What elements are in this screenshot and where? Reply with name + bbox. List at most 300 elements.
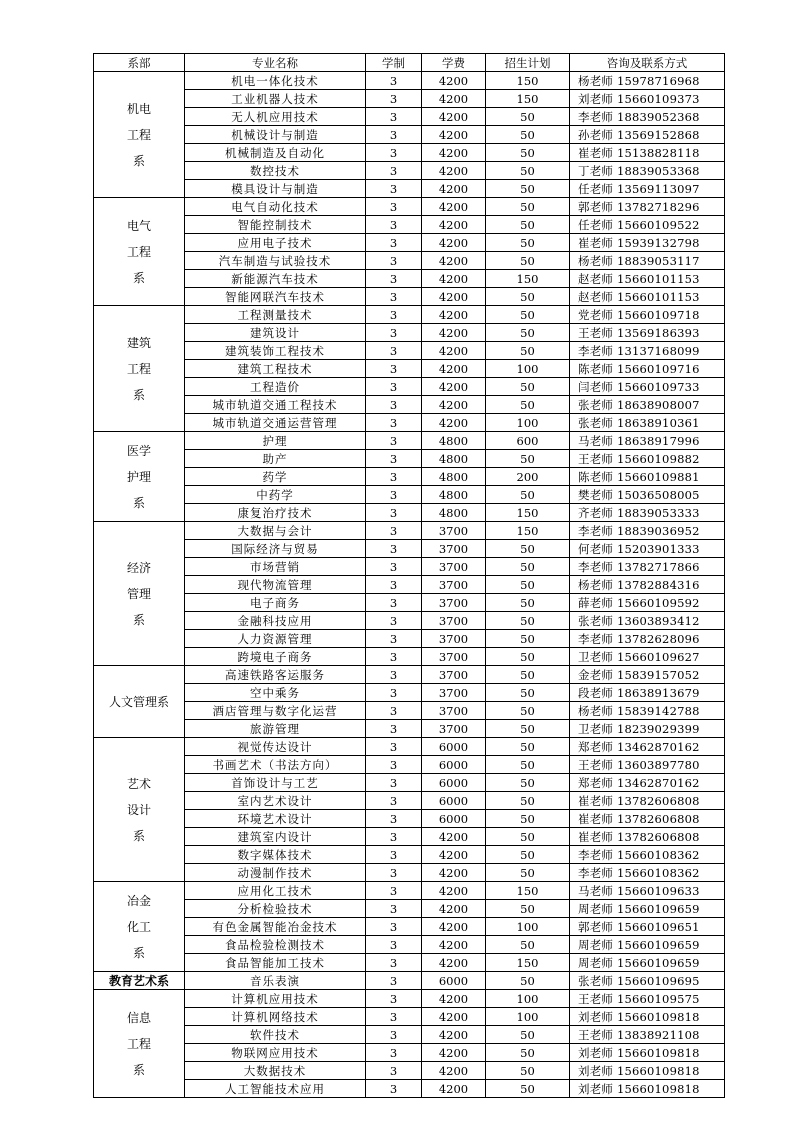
contact-cell: 任老师 15660109522 [570,216,725,234]
contact-cell: 李老师 13782717866 [570,558,725,576]
table-row [94,144,725,162]
table-row [94,594,725,612]
years-cell: 3 [366,162,422,180]
major-cell: 建筑室内设计 [185,828,366,846]
years-cell: 3 [366,1008,422,1026]
years-cell: 3 [366,810,422,828]
major-cell: 新能源汽车技术 [185,270,366,288]
contact-cell: 李老师 13137168099 [570,342,725,360]
table-row [94,522,725,540]
table-row [94,450,725,468]
table-row [94,1080,725,1098]
fee-cell: 4200 [422,954,486,972]
major-cell: 机电一体化技术 [185,72,366,90]
department-name: 建筑 [126,335,151,350]
plan-cell: 50 [486,216,570,234]
department-name: 经济 [126,560,151,575]
fee-cell: 4200 [422,252,486,270]
table-row [94,162,725,180]
table-row [94,792,725,810]
years-cell: 3 [366,846,422,864]
plan-cell: 50 [486,486,570,504]
table-row [94,414,725,432]
major-cell: 建筑设计 [185,324,366,342]
fee-cell: 3700 [422,720,486,738]
plan-cell: 50 [486,378,570,396]
contact-cell: 卫老师 18239029399 [570,720,725,738]
contact-cell: 闫老师 15660109733 [570,378,725,396]
plan-cell: 100 [486,360,570,378]
fee-cell: 4200 [422,360,486,378]
plan-cell: 50 [486,846,570,864]
department-name: 教育艺术系 [108,973,169,988]
fee-cell: 3700 [422,558,486,576]
table-row [94,972,725,990]
years-cell: 3 [366,864,422,882]
years-cell: 3 [366,612,422,630]
department-name: 系 [132,495,145,510]
major-cell: 电气自动化技术 [185,198,366,216]
table-row [94,1062,725,1080]
fee-cell: 4200 [422,1062,486,1080]
years-cell: 3 [366,900,422,918]
fee-cell: 4200 [422,414,486,432]
table-row [94,900,725,918]
years-cell: 3 [366,540,422,558]
years-cell: 3 [366,396,422,414]
contact-cell: 郭老师 13782718296 [570,198,725,216]
plan-cell: 150 [486,504,570,522]
major-cell: 国际经济与贸易 [185,540,366,558]
contact-cell: 郑老师 13462870162 [570,774,725,792]
plan-cell: 50 [486,342,570,360]
plan-cell: 50 [486,864,570,882]
fee-cell: 3700 [422,576,486,594]
major-cell: 分析检验技术 [185,900,366,918]
fee-cell: 4200 [422,90,486,108]
department-cell [94,198,185,306]
contact-cell: 杨老师 13782884316 [570,576,725,594]
department-name: 艺术 [126,776,151,791]
contact-cell: 张老师 13603893412 [570,612,725,630]
major-cell: 软件技术 [185,1026,366,1044]
major-cell: 大数据技术 [185,1062,366,1080]
plan-cell: 200 [486,468,570,486]
plan-cell: 50 [486,1062,570,1080]
contact-cell: 刘老师 15660109373 [570,90,725,108]
table-row [94,720,725,738]
years-cell: 3 [366,990,422,1008]
table-row [94,360,725,378]
department-cell [94,432,185,522]
contact-cell: 金老师 15839157052 [570,666,725,684]
fee-cell: 3700 [422,702,486,720]
major-cell: 汽车制造与试验技术 [185,252,366,270]
plan-cell: 50 [486,162,570,180]
contact-cell: 崔老师 13782606808 [570,792,725,810]
years-cell: 3 [366,432,422,450]
department-cell [94,882,185,972]
table-row [94,1044,725,1062]
plan-cell: 150 [486,270,570,288]
table-row [94,288,725,306]
contact-cell: 张老师 18638910361 [570,414,725,432]
department-name: 信息 [126,1010,151,1025]
years-cell: 3 [366,378,422,396]
contact-cell: 齐老师 18839053333 [570,504,725,522]
years-cell: 3 [366,324,422,342]
table-row [94,396,725,414]
department-name: 管理 [126,586,151,601]
table-row [94,936,725,954]
major-cell: 工程造价 [185,378,366,396]
fee-cell: 6000 [422,756,486,774]
header-row [94,54,725,72]
contact-cell: 陈老师 15660109881 [570,468,725,486]
years-cell: 3 [366,522,422,540]
plan-cell: 50 [486,630,570,648]
department-cell [94,990,185,1098]
table-row [94,648,725,666]
major-cell: 工程测量技术 [185,306,366,324]
contact-cell: 周老师 15660109659 [570,954,725,972]
department-name: 冶金 [126,893,151,908]
department-name: 护理 [126,469,151,484]
contact-cell: 李老师 15660108362 [570,846,725,864]
plan-cell: 50 [486,1026,570,1044]
years-cell: 3 [366,576,422,594]
fee-cell: 4200 [422,288,486,306]
years-cell: 3 [366,252,422,270]
table-row [94,234,725,252]
contact-cell: 陈老师 15660109716 [570,360,725,378]
major-cell: 计算机应用技术 [185,990,366,1008]
fee-cell: 4800 [422,432,486,450]
years-cell: 3 [366,306,422,324]
years-cell: 3 [366,648,422,666]
fee-cell: 4200 [422,918,486,936]
table-row [94,126,725,144]
fee-cell: 3700 [422,630,486,648]
contact-cell: 张老师 18638908007 [570,396,725,414]
major-cell: 助产 [185,450,366,468]
table-row [94,108,725,126]
major-cell: 电子商务 [185,594,366,612]
table-row [94,180,725,198]
years-cell: 3 [366,558,422,576]
plan-cell: 100 [486,414,570,432]
fee-cell: 4200 [422,216,486,234]
plan-cell: 100 [486,918,570,936]
contact-cell: 党老师 15660109718 [570,306,725,324]
fee-cell: 3700 [422,612,486,630]
table-row [94,828,725,846]
major-cell: 人工智能技术应用 [185,1080,366,1098]
table-row [94,342,725,360]
contact-cell: 丁老师 18839053368 [570,162,725,180]
years-cell: 3 [366,972,422,990]
years-cell: 3 [366,936,422,954]
years-cell: 3 [366,342,422,360]
plan-cell: 50 [486,288,570,306]
contact-cell: 李老师 18839036952 [570,522,725,540]
table-row [94,738,725,756]
years-cell: 3 [366,72,422,90]
plan-cell: 50 [486,612,570,630]
contact-cell: 樊老师 15036508005 [570,486,725,504]
years-cell: 3 [366,180,422,198]
years-cell: 3 [366,450,422,468]
table-row [94,432,725,450]
contact-cell: 段老师 18638913679 [570,684,725,702]
contact-cell: 周老师 15660109659 [570,900,725,918]
fee-cell: 4200 [422,108,486,126]
enrollment-table [93,53,725,1098]
major-cell: 应用电子技术 [185,234,366,252]
years-cell: 3 [366,756,422,774]
years-cell: 3 [366,774,422,792]
table-row [94,198,725,216]
years-cell: 3 [366,630,422,648]
major-cell: 书画艺术（书法方向） [185,756,366,774]
contact-cell: 郑老师 13462870162 [570,738,725,756]
major-cell: 建筑工程技术 [185,360,366,378]
plan-cell: 50 [486,540,570,558]
contact-cell: 李老师 18839052368 [570,108,725,126]
fee-cell: 3700 [422,666,486,684]
fee-cell: 3700 [422,540,486,558]
department-name: 工程 [126,361,151,376]
plan-cell: 150 [486,522,570,540]
plan-cell: 50 [486,234,570,252]
plan-cell: 50 [486,756,570,774]
fee-cell: 4200 [422,270,486,288]
fee-cell: 4200 [422,144,486,162]
fee-cell: 4200 [422,828,486,846]
table-row [94,630,725,648]
years-cell: 3 [366,594,422,612]
major-cell: 现代物流管理 [185,576,366,594]
contact-cell: 张老师 15660109695 [570,972,725,990]
contact-cell: 马老师 18638917996 [570,432,725,450]
contact-cell: 周老师 15660109659 [570,936,725,954]
fee-cell: 4200 [422,396,486,414]
contact-cell: 卫老师 15660109627 [570,648,725,666]
plan-cell: 150 [486,72,570,90]
fee-cell: 4200 [422,162,486,180]
table-row [94,216,725,234]
major-cell: 机械设计与制造 [185,126,366,144]
fee-cell: 4800 [422,468,486,486]
years-cell: 3 [366,198,422,216]
table-row [94,576,725,594]
header-dept: 系部 [94,54,185,72]
plan-cell: 50 [486,684,570,702]
table-row [94,612,725,630]
contact-cell: 崔老师 15939132798 [570,234,725,252]
major-cell: 市场营销 [185,558,366,576]
fee-cell: 3700 [422,522,486,540]
header-major: 专业名称 [185,54,366,72]
plan-cell: 50 [486,558,570,576]
years-cell: 3 [366,1026,422,1044]
fee-cell: 4800 [422,450,486,468]
plan-cell: 50 [486,108,570,126]
fee-cell: 4200 [422,900,486,918]
plan-cell: 50 [486,792,570,810]
department-name: 系 [132,945,145,960]
plan-cell: 150 [486,882,570,900]
plan-cell: 50 [486,810,570,828]
plan-cell: 50 [486,324,570,342]
table-row [94,378,725,396]
fee-cell: 4200 [422,378,486,396]
department-name: 医学 [126,443,151,458]
department-cell [94,72,185,198]
department-cell [94,666,185,738]
table-row [94,270,725,288]
fee-cell: 4200 [422,936,486,954]
department-name: 工程 [126,127,151,142]
major-cell: 无人机应用技术 [185,108,366,126]
years-cell: 3 [366,738,422,756]
plan-cell: 150 [486,954,570,972]
contact-cell: 赵老师 15660101153 [570,288,725,306]
major-cell: 人力资源管理 [185,630,366,648]
header-years: 学制 [366,54,422,72]
contact-cell: 孙老师 13569152868 [570,126,725,144]
table-row [94,72,725,90]
contact-cell: 杨老师 18839053117 [570,252,725,270]
years-cell: 3 [366,126,422,144]
fee-cell: 4200 [422,126,486,144]
department-name: 设计 [126,802,151,817]
plan-cell: 50 [486,738,570,756]
contact-cell: 王老师 15660109882 [570,450,725,468]
contact-cell: 刘老师 15660109818 [570,1044,725,1062]
years-cell: 3 [366,954,422,972]
major-cell: 空中乘务 [185,684,366,702]
contact-cell: 王老师 15660109575 [570,990,725,1008]
plan-cell: 50 [486,1080,570,1098]
department-name: 系 [132,270,145,285]
contact-cell: 崔老师 13782606808 [570,810,725,828]
plan-cell: 50 [486,666,570,684]
years-cell: 3 [366,414,422,432]
department-name: 系 [132,1062,145,1077]
fee-cell: 4200 [422,1044,486,1062]
major-cell: 物联网应用技术 [185,1044,366,1062]
major-cell: 城市轨道交通运营管理 [185,414,366,432]
major-cell: 跨境电子商务 [185,648,366,666]
plan-cell: 50 [486,828,570,846]
department-cell [94,738,185,882]
years-cell: 3 [366,504,422,522]
plan-cell: 100 [486,990,570,1008]
department-name: 系 [132,612,145,627]
department-name: 电气 [126,218,151,233]
major-cell: 金融科技应用 [185,612,366,630]
fee-cell: 4200 [422,864,486,882]
plan-cell: 50 [486,576,570,594]
major-cell: 旅游管理 [185,720,366,738]
major-cell: 视觉传达设计 [185,738,366,756]
major-cell: 数控技术 [185,162,366,180]
table-row [94,810,725,828]
table-row [94,306,725,324]
table-row [94,540,725,558]
contact-cell: 王老师 13838921108 [570,1026,725,1044]
department-name: 工程 [126,1036,151,1051]
department-name: 系 [132,828,145,843]
contact-cell: 何老师 15203901333 [570,540,725,558]
contact-cell: 崔老师 15138828118 [570,144,725,162]
major-cell: 机械制造及自动化 [185,144,366,162]
major-cell: 模具设计与制造 [185,180,366,198]
table-row [94,756,725,774]
contact-cell: 李老师 13782628096 [570,630,725,648]
fee-cell: 4200 [422,306,486,324]
fee-cell: 3700 [422,684,486,702]
years-cell: 3 [366,1062,422,1080]
fee-cell: 4800 [422,504,486,522]
fee-cell: 4200 [422,846,486,864]
years-cell: 3 [366,270,422,288]
fee-cell: 4200 [422,234,486,252]
plan-cell: 50 [486,648,570,666]
plan-cell: 50 [486,702,570,720]
plan-cell: 50 [486,720,570,738]
contact-cell: 赵老师 15660101153 [570,270,725,288]
fee-cell: 4200 [422,198,486,216]
contact-cell: 杨老师 15839142788 [570,702,725,720]
years-cell: 3 [366,288,422,306]
major-cell: 首饰设计与工艺 [185,774,366,792]
years-cell: 3 [366,828,422,846]
department-name: 系 [132,153,145,168]
fee-cell: 4200 [422,990,486,1008]
contact-cell: 杨老师 15978716968 [570,72,725,90]
table-body [94,72,725,1098]
major-cell: 酒店管理与数字化运营 [185,702,366,720]
table-row [94,864,725,882]
major-cell: 城市轨道交通工程技术 [185,396,366,414]
major-cell: 环境艺术设计 [185,810,366,828]
major-cell: 智能网联汽车技术 [185,288,366,306]
major-cell: 应用化工技术 [185,882,366,900]
fee-cell: 3700 [422,594,486,612]
years-cell: 3 [366,234,422,252]
plan-cell: 50 [486,252,570,270]
fee-cell: 4200 [422,882,486,900]
table-row [94,1008,725,1026]
years-cell: 3 [366,1044,422,1062]
fee-cell: 4200 [422,180,486,198]
plan-cell: 50 [486,198,570,216]
years-cell: 3 [366,918,422,936]
major-cell: 计算机网络技术 [185,1008,366,1026]
plan-cell: 50 [486,396,570,414]
major-cell: 有色金属智能冶金技术 [185,918,366,936]
years-cell: 3 [366,792,422,810]
years-cell: 3 [366,468,422,486]
fee-cell: 6000 [422,774,486,792]
contact-cell: 王老师 13603897780 [570,756,725,774]
years-cell: 3 [366,144,422,162]
plan-cell: 150 [486,90,570,108]
contact-cell: 任老师 13569113097 [570,180,725,198]
contact-cell: 马老师 15660109633 [570,882,725,900]
